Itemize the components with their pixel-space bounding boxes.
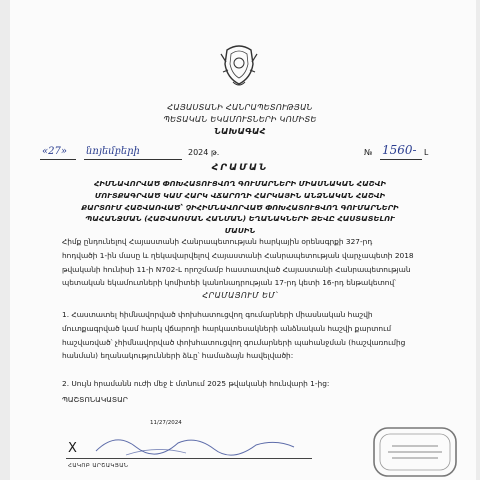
date-year: 2024 թ. xyxy=(188,148,220,157)
document-title: ՀՐԱՄԱՆ xyxy=(211,163,269,173)
date-day-underline xyxy=(40,159,76,160)
handwritten-signature xyxy=(86,425,306,459)
date-month: նոյեմբերի xyxy=(86,146,140,157)
orders-heading: ՀՐԱՄԱՅՈՒՄ ԵՄ՝ xyxy=(202,291,278,300)
order-number-suffix: Լ xyxy=(424,148,429,157)
acting-title: ՊԱՇՏՈՆԱԿԱՏԱՐ xyxy=(62,395,128,404)
official-stamp xyxy=(370,422,460,480)
header-country: ՀԱՅԱՍՏԱՆԻ ՀԱՆՐԱՊԵՏՈՒԹՅԱՆ xyxy=(167,102,313,112)
signatory-name: ՀԱԿՈԲ ԱՐՇԱԿՅԱՆ xyxy=(68,463,129,469)
date-day: «27» xyxy=(42,146,67,157)
order-number-underline xyxy=(380,159,422,160)
signature-line xyxy=(66,458,312,459)
header-chairman: ՆԱԽԱԳԱՀ xyxy=(214,126,266,136)
clause-2: 2. Սույն հրամանն ուժի մեջ է մտնում 2025 թվականի հունվարի 1-ից: xyxy=(62,379,330,388)
coat-of-arms-emblem xyxy=(219,42,259,88)
order-number-sign: № xyxy=(364,148,373,157)
header-committee: ՊԵՏԱԿԱՆ ԵԿԱՄՈՒՏՆԵՐԻ ԿՈՄԻՏԵ xyxy=(163,114,317,124)
clause-1: 1. Հաստատել հիմնավորված փոխհատուցվող գումարների միասնական հաշվի մուտքագրված կամ հարկ վճարողի հարկատեսակների անձնական հաշվի քարտում հաշվառված՝ չհիմնավորված փոխհատուցվող գումարների պահանջման (հաշվառումից հանման) եղանակությունների ձևը՝ համաձայն հավելվածի: xyxy=(62,310,406,361)
document-subject: ՀԻՄՆԱՎՈՐՎԱԾ ՓՈԽՀԱՏՈՒՑՎՈՂ ԳՈՒՄԱՐՆԵՐԻ ՄԻԱՍՆԱԿԱՆ ՀԱՇՎԻ ՄՈՒՏՔԱԳՐՎԱԾ ԿԱՄ ՀԱՐԿ ՎՃԱՐՈՂԻ ՀԱՐԿԱՅԻՆ ԱՆՁՆԱԿԱՆ ՀԱՇՎԻ ՔԱՐՏՈՒՄ ՀԱՇՎԱՌՎԱԾ՝ ՉԻՀԻՄՆԱՎՈՐՎԱԾ ՓՈԽՀԱՏՈՒՑՎՈՂ ԳՈՒՄԱՐՆԵՐԻ ՊԱՀԱՆՋՄԱՆ (ՀԱՇՎԱՌՄԱՆ ՀԱՆՄԱՆ) ԵՂԱՆԱԿՆԵՐԻ ՁԵՎԸ ՀԱՍՏԱՏԵԼՈՒ ՄԱՍԻՆ xyxy=(81,179,399,236)
signature-mark: X xyxy=(68,441,77,456)
date-number-row xyxy=(0,143,480,164)
preamble-paragraph: Հիմք ընդունելով Հայաստանի Հանրապետության հարկային օրենսգրքի 327-րդ հոդվածի 1-ին մասը և ղեկավարվելով Հայաստանի Հանրապետության վարչապետի 2018 թվականի հունիսի 11-ի N702-Լ որոշմամբ հաստատված Հայաստանի Հանրապետության պետական եկամուտների կոմիտեի կանոնադրության 17-րդ կետի 16-րդ ենթակետով՝ xyxy=(62,237,414,288)
signature-date: 11/27/2024 xyxy=(150,420,182,426)
date-month-underline xyxy=(84,159,182,160)
order-number: 1560- xyxy=(382,143,417,157)
